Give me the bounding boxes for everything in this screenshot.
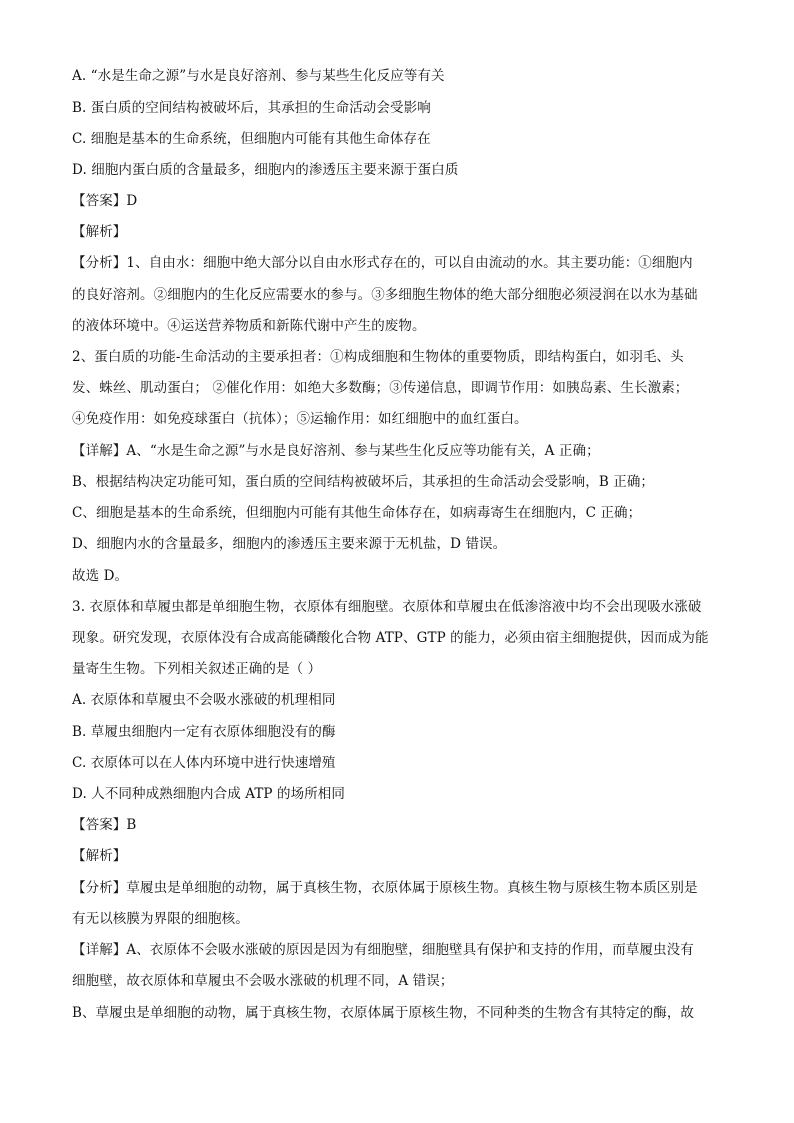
q2-conclusion: 故选 D。 xyxy=(72,568,129,584)
q2-detail-line: C、细胞是基本的生命系统，但细胞内可能有其他生命体存在，如病毒寄生在细胞内，C 正确； xyxy=(72,505,642,521)
q2-option-b: B. 蛋白质的空间结构被破坏后，其承担的生命活动会受影响 xyxy=(72,100,431,116)
q3-analysis-heading: 【解析】 xyxy=(72,848,127,864)
q3-option-b: B. 草履虫细胞内一定有衣原体细胞没有的酶 xyxy=(72,724,336,740)
q3-detail-line: 细胞壁，故衣原体和草履虫不会吸水涨破的机理不同，A 错误； xyxy=(72,973,454,989)
q3-option-d: D. 人不同种成熟细胞内合成 ATP 的场所相同 xyxy=(72,786,346,802)
q2-answer: 【答案】D xyxy=(72,193,138,209)
q3-option-c: C. 衣原体可以在人体内环境中进行快速增殖 xyxy=(72,755,336,771)
q2-analysis-heading: 【解析】 xyxy=(72,224,127,240)
q3-answer: 【答案】B xyxy=(72,817,137,833)
q3-analysis-line: 【分析】草履虫是单细胞的动物，属于真核生物，衣原体属于原核生物。真核生物与原核生物本质区别是 xyxy=(72,880,698,896)
q3-option-a: A. 衣原体和草履虫不会吸水涨破的机理相同 xyxy=(72,692,336,708)
q2-analysis-line: 的良好溶剂。②细胞内的生化反应需要水的参与。③多细胞生物体的绝大部分细胞必须浸润在以水为基础 xyxy=(72,287,698,303)
q2-option-c: C. 细胞是基本的生命系统，但细胞内可能有其他生命体存在 xyxy=(72,131,431,147)
q3-stem-line: 量寄生生物。下列相关叙述正确的是（ ） xyxy=(72,661,322,677)
q2-detail-line: D、细胞内水的含量最多，细胞内的渗透压主要来源于无机盐，D 错误。 xyxy=(72,536,507,552)
q3-detail-line: B、草履虫是单细胞的动物，属于真核生物，衣原体属于原核生物，不同种类的生物含有其特定的酶，故 xyxy=(72,1005,695,1021)
q2-analysis-line: 发、蛛丝、肌动蛋白； ②催化作用：如绝大多数酶；③传递信息，即调节作用：如胰岛素、生长激素； xyxy=(72,380,689,396)
q3-stem-line: 3. 衣原体和草履虫都是单细胞生物，衣原体有细胞壁。衣原体和草履虫在低渗溶液中均不会出现吸水涨破 xyxy=(72,599,702,615)
q3-stem-line: 现象。研究发现，衣原体没有合成高能磷酸化合物 ATP、GTP 的能力，必须由宿主细胞提供，因而成为能 xyxy=(72,630,709,646)
q2-detail-line: B、根据结构决定功能可知，蛋白质的空间结构被破坏后，其承担的生命活动会受影响，B 正确； xyxy=(72,474,655,490)
q3-detail-line: 【详解】A、衣原体不会吸水涨破的原因是因为有细胞壁，细胞壁具有保护和支持的作用，而草履虫没有 xyxy=(72,942,694,958)
q3-analysis-line: 有无以核膜为界限的细胞核。 xyxy=(72,911,249,927)
q2-analysis-line: 【分析】1、自由水：细胞中绝大部分以自由水形式存在的，可以自由流动的水。其主要功能：①细胞内 xyxy=(72,255,693,271)
q2-detail-line: 【详解】A、“水是生命之源”与水是良好溶剂、参与某些生化反应等功能有关，A 正确； xyxy=(72,443,600,459)
q2-option-d: D. 细胞内蛋白质的含量最多，细胞内的渗透压主要来源于蛋白质 xyxy=(72,162,459,178)
q2-option-a: A. “水是生命之源”与水是良好溶剂、参与某些生化反应等有关 xyxy=(72,68,445,84)
q2-analysis-line: 2、蛋白质的功能-生命活动的主要承担者：①构成细胞和生物体的重要物质，即结构蛋白，如羽毛、头 xyxy=(72,349,684,365)
q2-analysis-line: 的液体环境中。④运送营养物质和新陈代谢中产生的废物。 xyxy=(72,318,426,334)
q2-analysis-line: ④免疫作用：如免疫球蛋白（抗体）；⑤运输作用：如红细胞中的血红蛋白。 xyxy=(72,411,528,427)
